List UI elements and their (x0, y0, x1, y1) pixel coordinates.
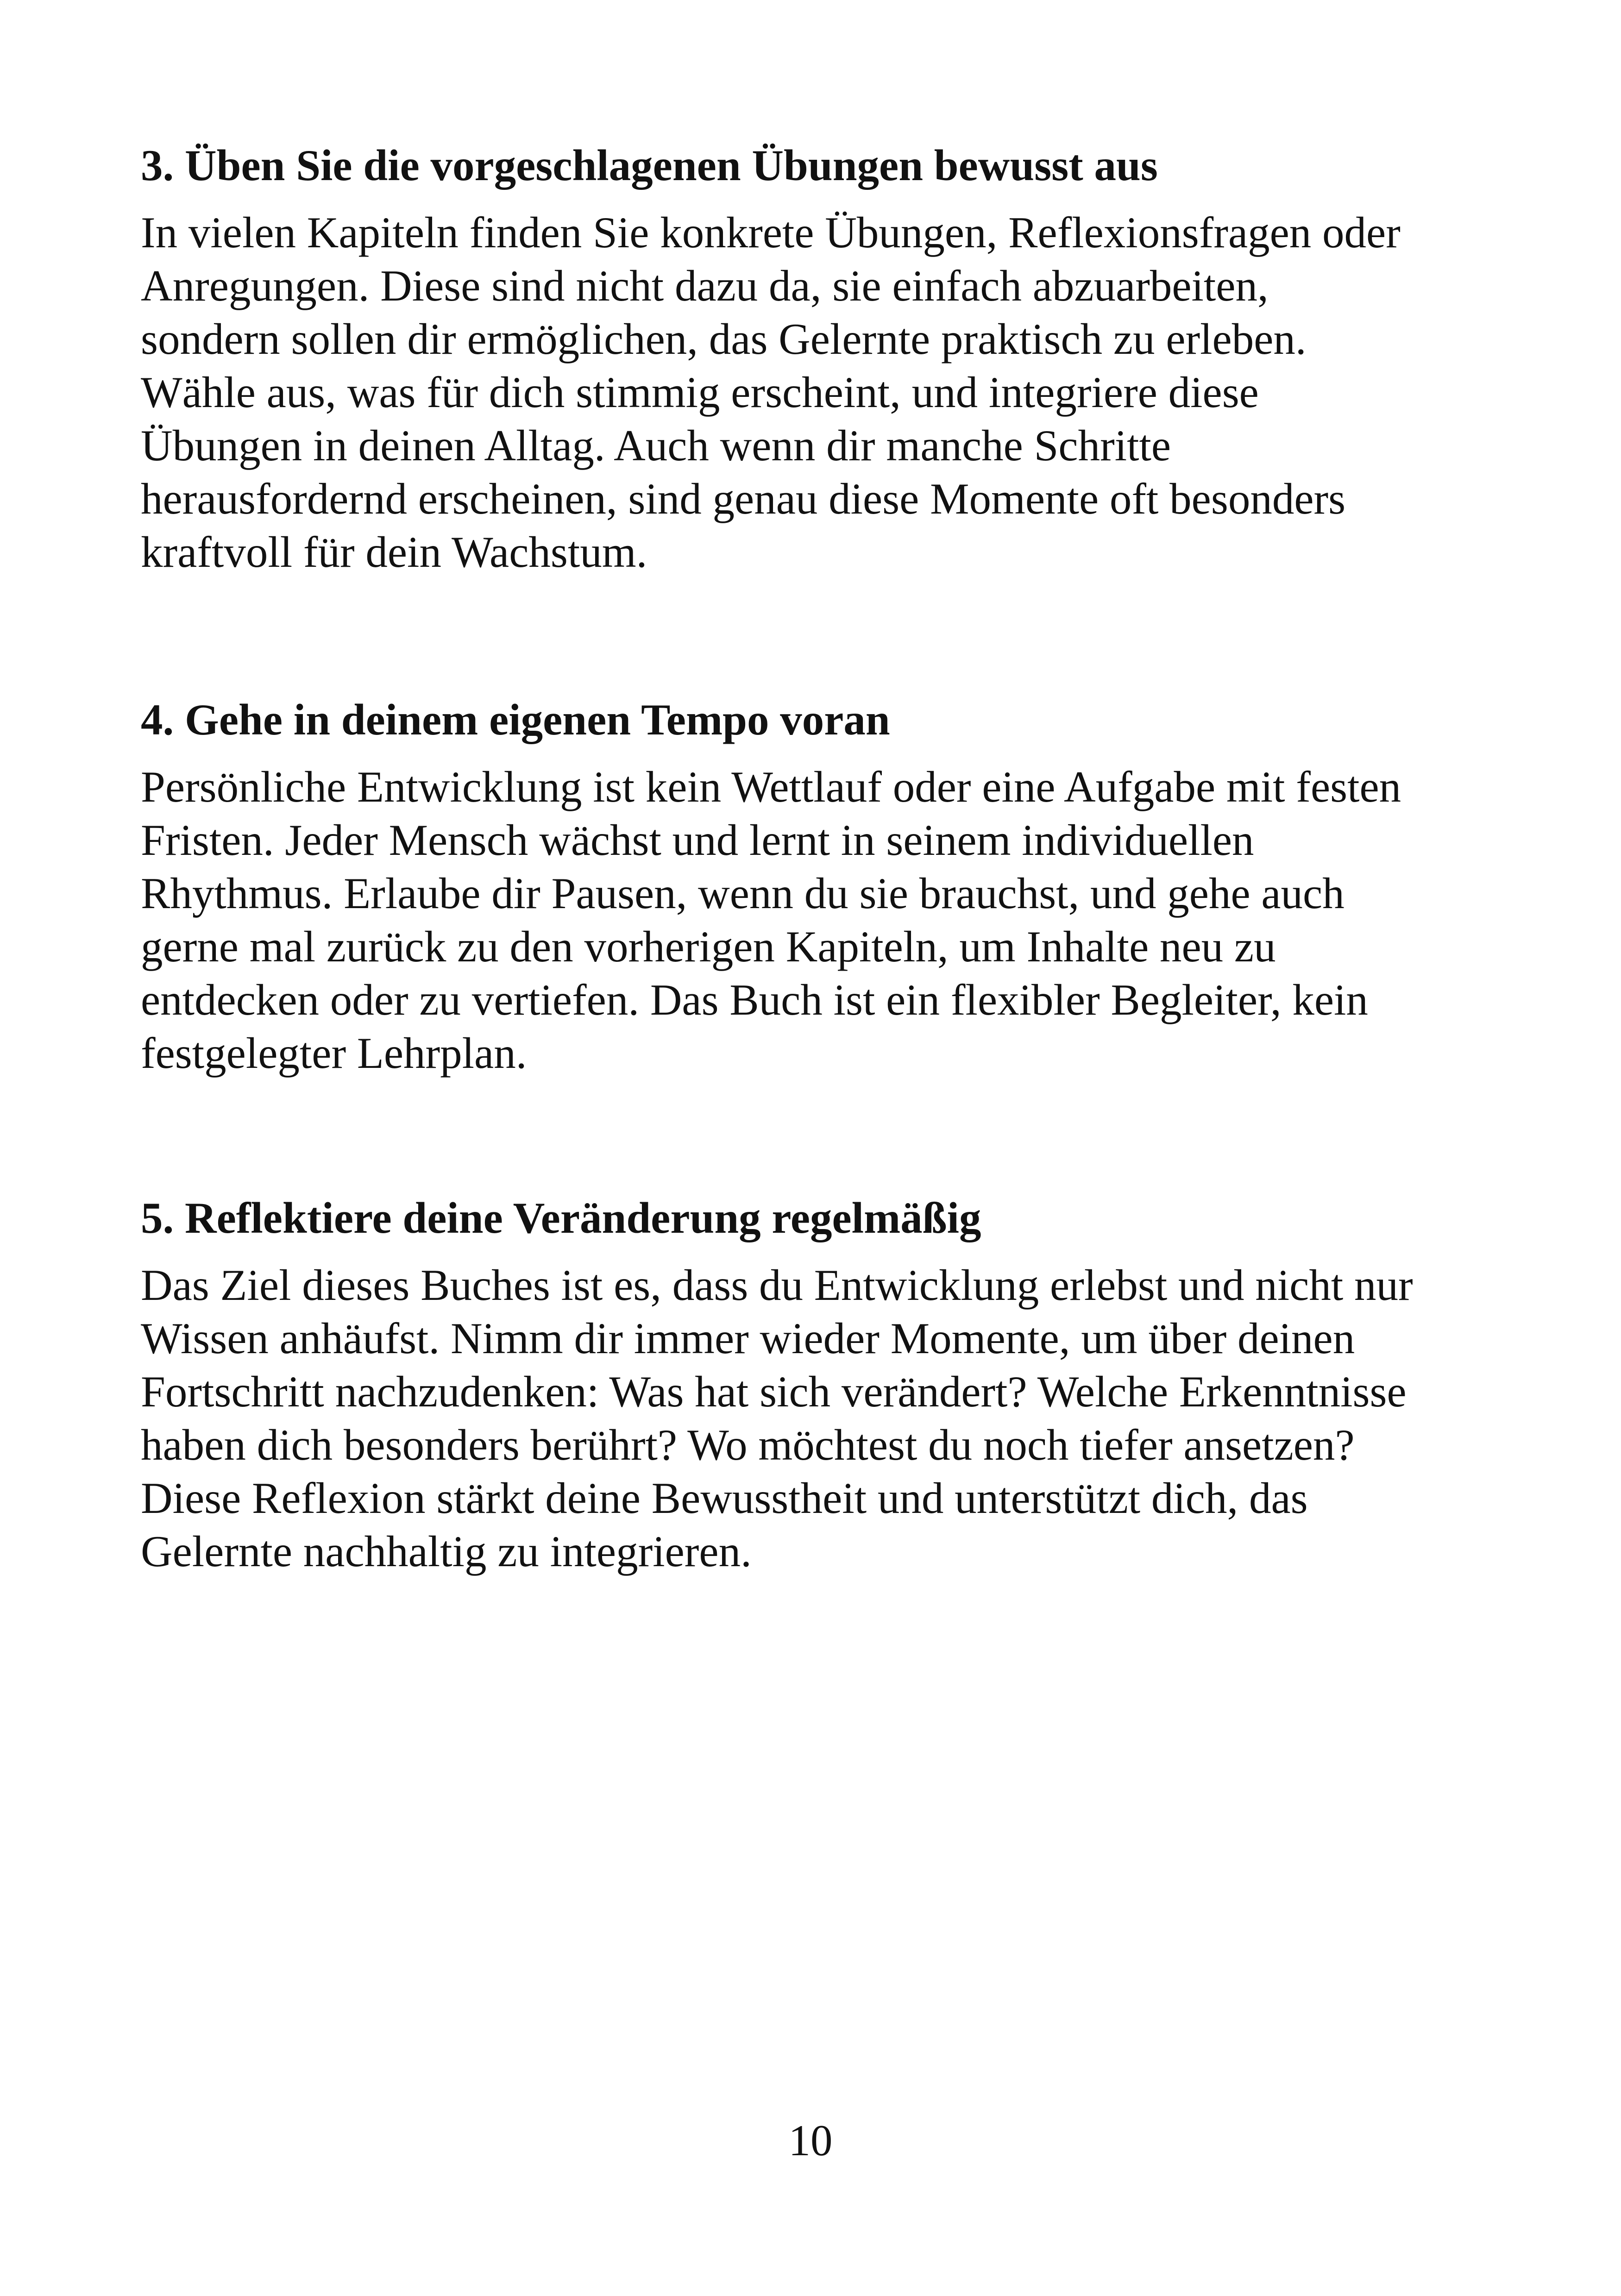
paragraph-line: Rhythmus. Erlaube dir Pausen, wenn du sie brauchst, und gehe auch (141, 869, 1345, 918)
section-4 (141, 693, 1502, 1080)
paragraph-line: In vielen Kapiteln finden Sie konkrete Übungen, Reflexionsfragen oder (141, 208, 1401, 257)
paragraph-line: Anregungen. Diese sind nicht dazu da, sie einfach abzuarbeiten, (141, 261, 1269, 310)
paragraph-line: kraftvoll für dein Wachstum. (141, 527, 647, 577)
section-paragraph (141, 206, 1502, 579)
section-3 (141, 139, 1502, 579)
section-heading: 3. Üben Sie die vorgeschlagenen Übungen bewusst aus (141, 141, 1158, 190)
paragraph-line: Persönliche Entwicklung ist kein Wettlauf oder eine Aufgabe mit festen (141, 762, 1401, 811)
paragraph-line: Gelernte nachhaltig zu integrieren. (141, 1527, 752, 1576)
paragraph-line: entdecken oder zu vertiefen. Das Buch ist ein flexibler Begleiter, kein (141, 975, 1368, 1024)
section-heading: 5. Reflektiere deine Veränderung regelmäßig (141, 1193, 981, 1242)
section-paragraph (141, 760, 1502, 1080)
paragraph-line: Diese Reflexion stärkt deine Bewusstheit und unterstützt dich, das (141, 1474, 1308, 1523)
paragraph-line: Fristen. Jeder Mensch wächst und lernt in seinem individuellen (141, 816, 1254, 865)
paragraph-line: gerne mal zurück zu den vorherigen Kapiteln, um Inhalte neu zu (141, 922, 1276, 971)
section-heading: 4. Gehe in deinem eigenen Tempo voran (141, 695, 890, 744)
paragraph-line: Wissen anhäufst. Nimm dir immer wieder Momente, um über deinen (141, 1314, 1355, 1363)
paragraph-line: Wähle aus, was für dich stimmig erscheint, und integriere diese (141, 368, 1259, 417)
paragraph-line: herausfordernd erscheinen, sind genau diese Momente oft besonders (141, 474, 1346, 523)
paragraph-line: festgelegter Lehrplan. (141, 1029, 527, 1078)
section-5 (141, 1192, 1502, 1578)
paragraph-line: haben dich besonders berührt? Wo möchtest du noch tiefer ansetzen? (141, 1420, 1355, 1469)
paragraph-line: Das Ziel dieses Buches ist es, dass du Entwicklung erlebst und nicht nur (141, 1261, 1413, 1310)
paragraph-line: sondern sollen dir ermöglichen, das Gelernte praktisch zu erleben. (141, 314, 1307, 364)
paragraph-line: Übungen in deinen Alltag. Auch wenn dir manche Schritte (141, 421, 1171, 470)
section-paragraph (141, 1259, 1502, 1578)
page-number: 10 (788, 2116, 833, 2165)
paragraph-line: Fortschritt nachzudenken: Was hat sich verändert? Welche Erkenntnisse (141, 1367, 1407, 1416)
